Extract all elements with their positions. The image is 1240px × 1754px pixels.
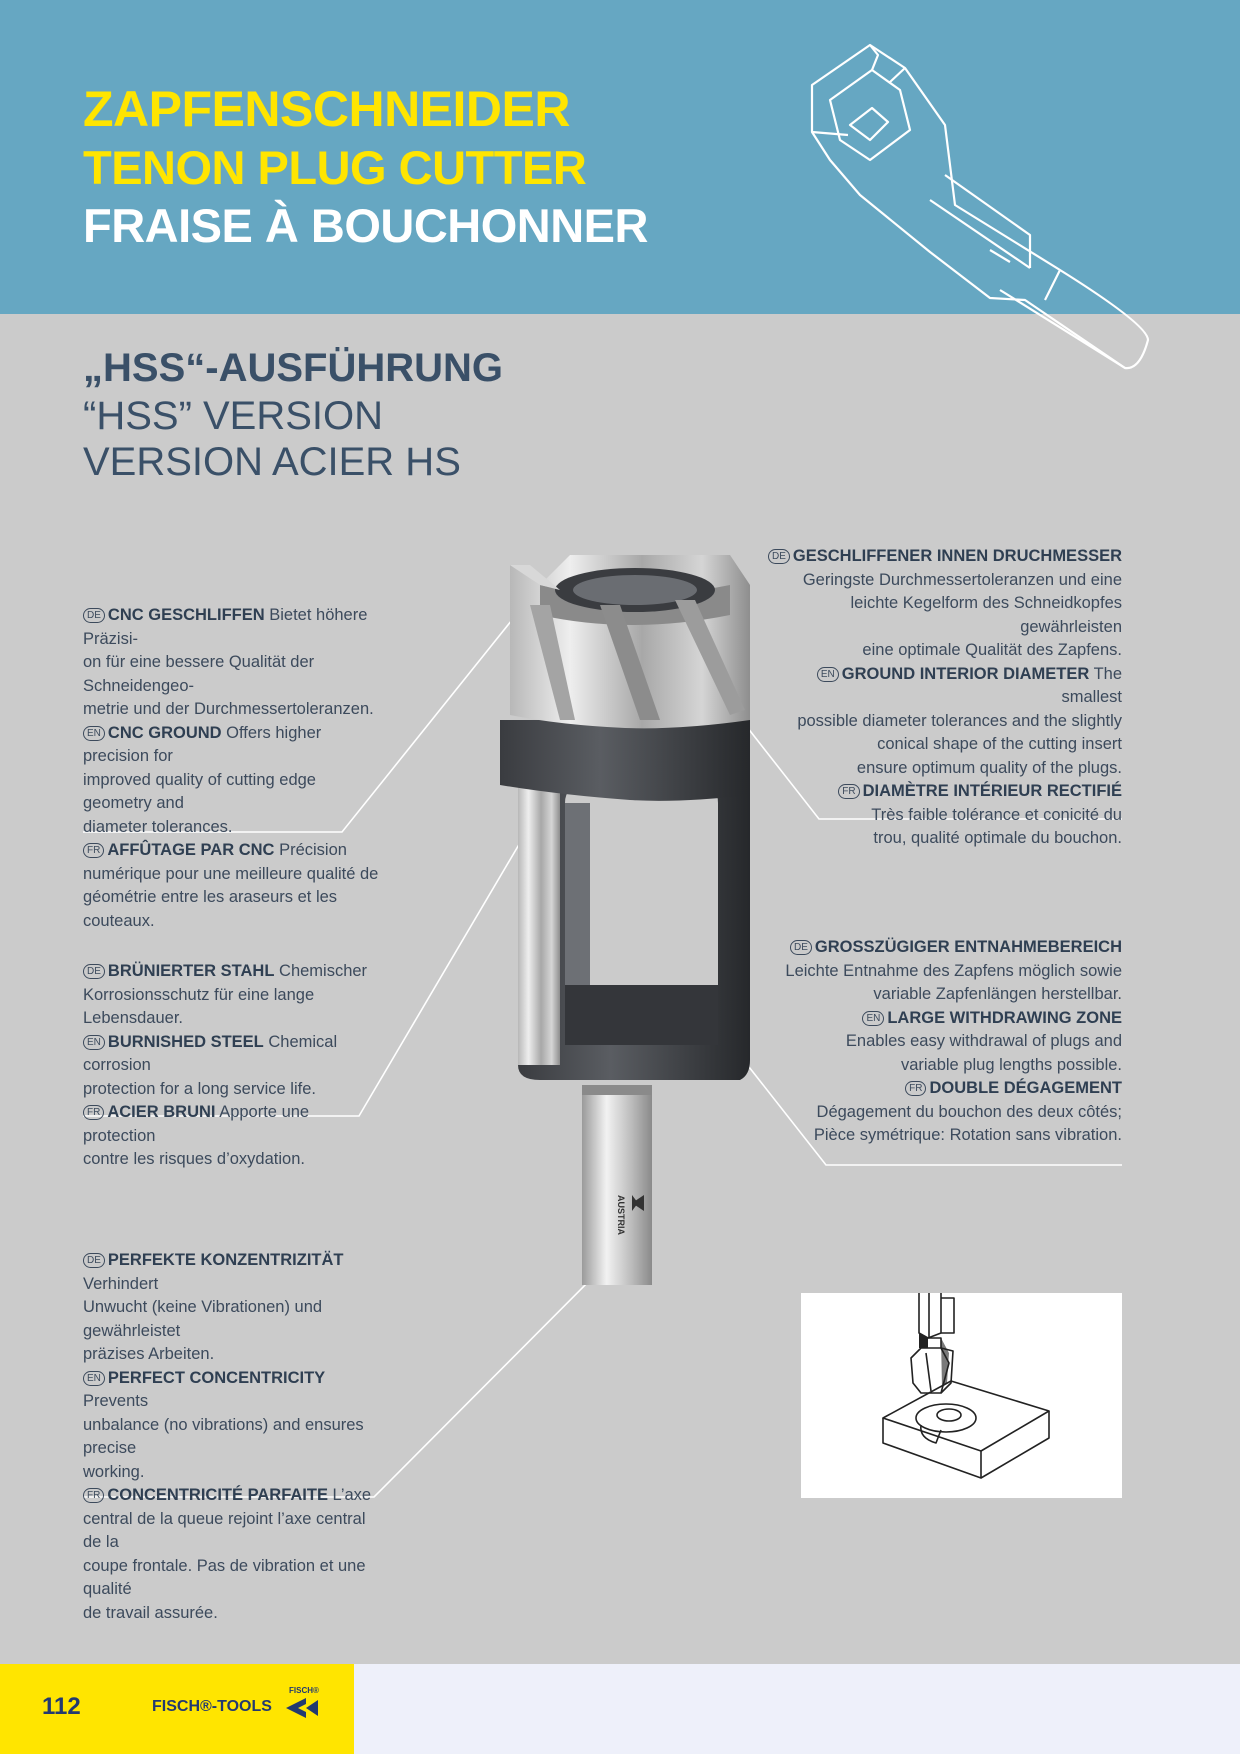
page-number: 112 <box>42 1693 81 1720</box>
lang-badge-fr: FR <box>838 784 859 799</box>
subtitle-en: “HSS” VERSION <box>83 394 384 438</box>
feature-interior-de-head: GESCHLIFFENER INNEN DRUCHMESSER <box>792 547 1122 565</box>
lang-badge-de: DE <box>768 549 790 564</box>
feature-perfect-concentricity: DE PERFEKTE KONZENTRIZITÄT Verhindert Unwucht (keine Vibrationen) und gewährleistet präzises Arbeiten. EN PERFECT CONCENTRICITY Prevents unbalance (no vibrations) and ensures precise working. FR CONCENTRICITÉ PARFAITE L’axe central de la queue rejoint l’axe central de la coupe frontale. Pas de vibration et une qualité de travail assurée. <box>83 1251 372 1622</box>
feature-burnished-steel: DE BRÜNIERTER STAHL Chemischer Korrosionsschutz für eine lange Lebensdauer. EN BURNISHED STEEL Chemical corrosion protection for a long service life. FR ACIER BRUNI Apporte une protection contre les risques d’oxydation. <box>83 962 368 1168</box>
feature-withdraw-en-head: LARGE WITHDRAWING ZONE <box>887 1008 1122 1027</box>
plug-cutting-drawing-icon <box>801 1293 1122 1498</box>
feature-conc-fr-head: CONCENTRICITÉ PARFAITE <box>107 1486 328 1504</box>
feature-conc-en-head: PERFECT CONCENTRICITY <box>107 1368 326 1387</box>
feature-withdraw-fr-head: DOUBLE DÉGAGEMENT <box>929 1079 1122 1097</box>
subtitle-de: „HSS“-AUSFÜHRUNG <box>83 346 503 390</box>
title-de: ZAPFENSCHNEIDER <box>83 81 570 137</box>
feature-steel-en-head: BURNISHED STEEL <box>107 1032 264 1051</box>
feature-interior-fr-head: DIAMÈTRE INTÉRIEUR RECTIFIÉ <box>862 782 1122 800</box>
plug-cutter-photo <box>500 545 800 1305</box>
lang-badge-en: EN <box>83 1371 105 1386</box>
lang-badge-fr: FR <box>83 843 104 858</box>
lang-badge-en: EN <box>862 1011 884 1026</box>
lang-badge-en: EN <box>817 667 839 682</box>
title-fr: FRAISE À BOUCHONNER <box>83 199 648 252</box>
feature-withdraw-de-head: GROSSZÜGIGER ENTNAHMEBEREICH <box>814 938 1122 956</box>
lang-badge-fr: FR <box>83 1488 104 1503</box>
lang-badge-de: DE <box>83 964 105 979</box>
footer-logo-text: FISCH® <box>289 1686 319 1695</box>
fisch-fish-logo-icon <box>284 1696 324 1720</box>
tool-engraving-text: AUSTRIA <box>616 1195 626 1235</box>
lang-badge-de: DE <box>790 940 812 955</box>
feature-conc-de-head: PERFEKTE KONZENTRIZITÄT <box>107 1251 344 1269</box>
feature-large-withdrawing-zone: DE GROSSZÜGIGER ENTNAHMEBEREICH Leichte Entnahme des Zapfens möglich sowie variable Zapfenlängen herstellbar. EN LARGE WITHDRAWING ZONE Enables easy withdrawal of plugs and variable plug lengths possible. FR DOUBLE DÉGAGEMENT Dégagement du bouchon des deux côtés; Pièce symétrique: Rotation sans vibration. <box>785 938 1122 1144</box>
feature-steel-de-head: BRÜNIERTER STAHL <box>107 962 275 980</box>
feature-cnc-en-head: CNC GROUND <box>107 723 222 742</box>
footer-light-bar <box>354 1664 1240 1754</box>
feature-ground-interior-diameter: DE GESCHLIFFENER INNEN DRUCHMESSER Geringste Durchmessertoleranzen und eine leichte Kegelform des Schneidkopfes gewährleisten eine optimale Qualität des Zapfens. EN GROUND INTERIOR DIAMETER The smallest possible diameter tolerances and the slightly conical shape of the cutting insert ensure optimum quality of the plugs. FR DIAMÈTRE INTÉRIEUR RECTIFIÉ Très faible tolérance et conicité du trou, qualité optimale du bouchon. <box>760 545 1122 851</box>
usage-illustration <box>801 1293 1122 1498</box>
title-en: TENON PLUG CUTTER <box>83 141 587 194</box>
subtitle-fr: VERSION ACIER HS <box>83 440 461 484</box>
feature-cnc-ground: DE CNC GESCHLIFFEN Bietet höhere Präzisi- on für eine bessere Qualität der Schneidengeo- metrie und der Durchmessertoleranzen. EN CNC GROUND Offers higher precision for improved quality of cutting edge geometry and diameter tolerances. FR AFFÛTAGE PAR CNC Précision numérique pour une meilleure qualité de géométrie entre les araseurs et les couteaux. <box>83 606 379 930</box>
feature-cnc-fr-head: AFFÛTAGE PAR CNC <box>107 841 275 859</box>
lang-badge-fr: FR <box>905 1081 926 1096</box>
footer-brand: FISCH®-TOOLS <box>152 1698 272 1715</box>
lang-badge-fr: FR <box>83 1105 104 1120</box>
lang-badge-en: EN <box>83 726 105 741</box>
lang-badge-de: DE <box>83 1253 105 1268</box>
feature-steel-fr-head: ACIER BRUNI <box>107 1103 216 1121</box>
feature-interior-en-head: GROUND INTERIOR DIAMETER <box>841 664 1090 683</box>
lang-badge-en: EN <box>83 1035 105 1050</box>
lang-badge-de: DE <box>83 608 105 623</box>
feature-cnc-de-head: CNC GESCHLIFFEN <box>107 606 265 624</box>
